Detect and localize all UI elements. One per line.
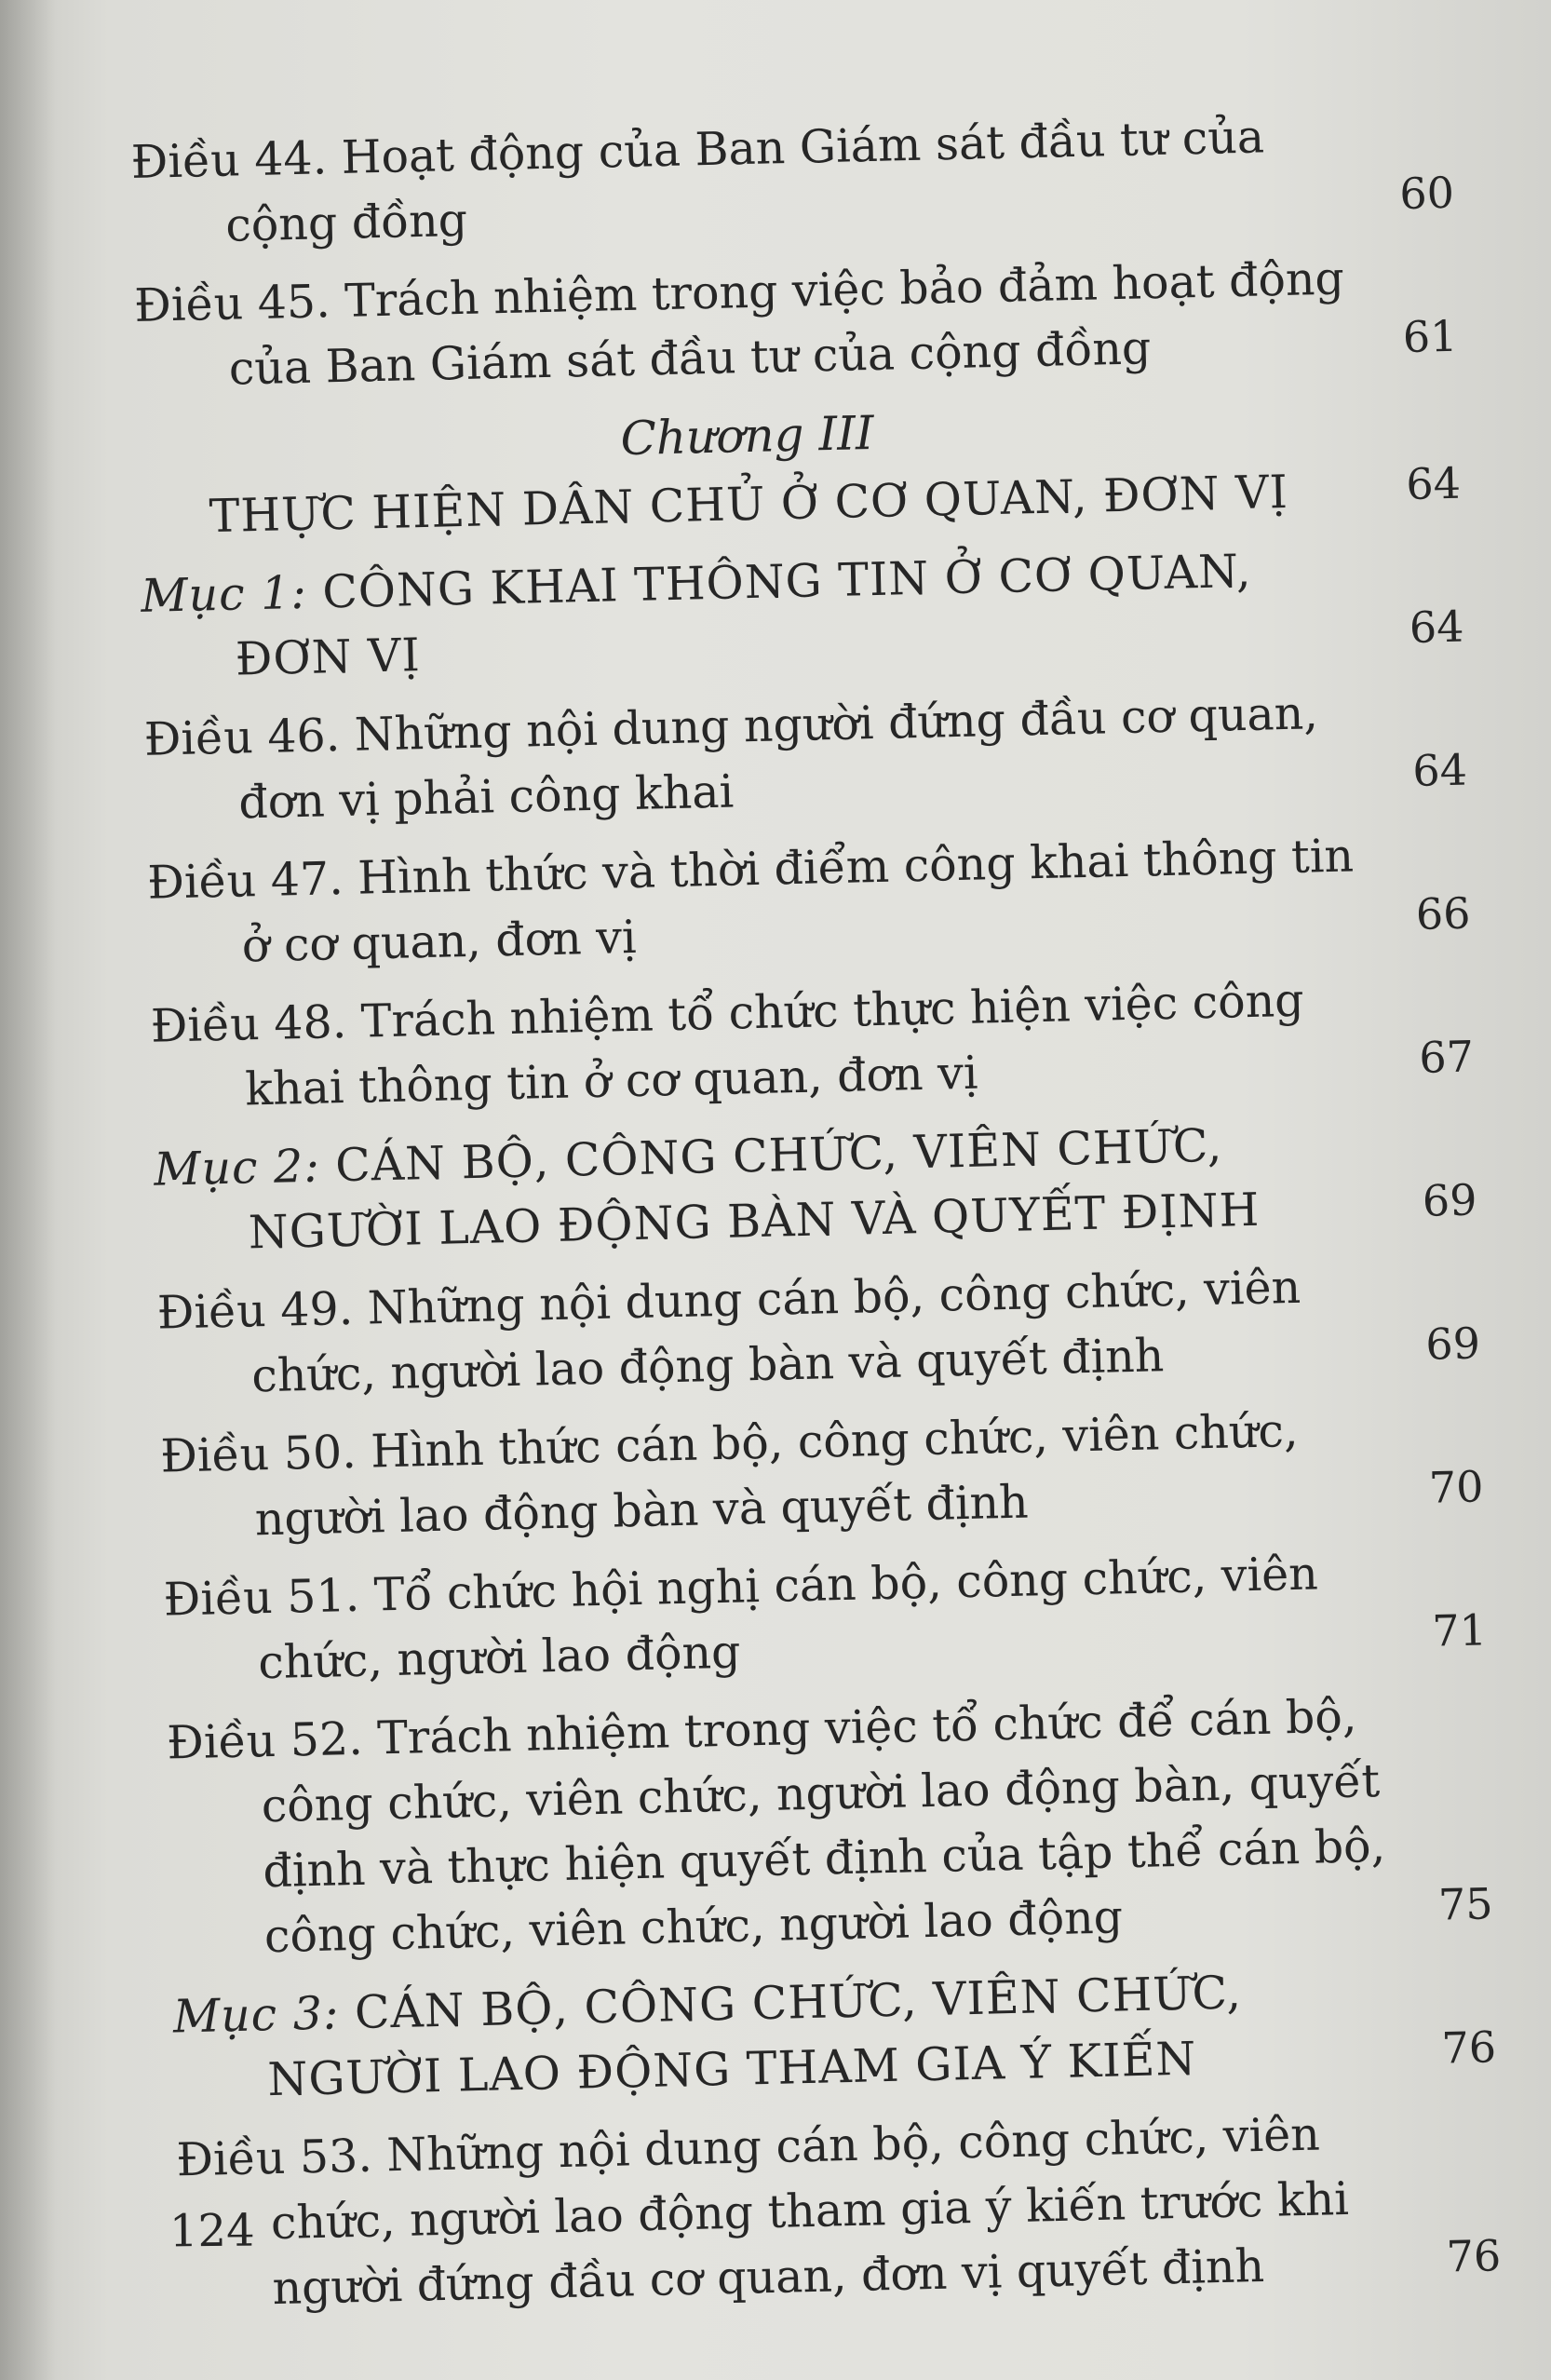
entry-line: Điều 50. Hình thức cán bộ, công chức, viên chức, bbox=[159, 1403, 1300, 1483]
page-number: 61 bbox=[1402, 310, 1458, 363]
entry-line: Điều 53. Những nội dung cán bộ, công chức, viên bbox=[175, 2107, 1321, 2187]
chapter-heading-line: THỰC HIỆN DÂN CHỦ Ở CƠ QUAN, ĐƠN VỊ bbox=[209, 465, 1289, 544]
chapter-title: Chương III bbox=[619, 405, 875, 467]
entry-line: chức, người lao động bbox=[257, 1625, 742, 1690]
section-heading-line: ĐƠN VỊ bbox=[235, 629, 422, 686]
entry-line: ở cơ quan, đơn vị bbox=[241, 910, 638, 973]
entry-line: công chức, viên chức, người lao động bàn, quyết bbox=[261, 1754, 1381, 1833]
toc-entry-dieu-50 bbox=[160, 1394, 1522, 1555]
section-prefix: Mục 3: bbox=[172, 1986, 341, 2044]
toc-section-muc-3 bbox=[172, 1954, 1534, 2115]
toc-entry-dieu-51 bbox=[163, 1536, 1525, 1697]
toc-entry-dieu-53 bbox=[176, 2097, 1539, 2323]
toc-entry-dieu-45 bbox=[133, 243, 1495, 404]
page-number: 64 bbox=[1405, 457, 1462, 509]
section-title: CÔNG KHAI THÔNG TIN Ở CƠ QUAN, bbox=[306, 544, 1252, 619]
entry-line: khai thông tin ở cơ quan, đơn vị bbox=[244, 1046, 979, 1116]
section-title: CÁN BỘ, CÔNG CHỨC, VIÊN CHỨC, bbox=[319, 1118, 1223, 1193]
page-number: 71 bbox=[1431, 1604, 1488, 1657]
page-number: 66 bbox=[1415, 887, 1472, 940]
entry-line: Điều 45. Trách nhiệm trong việc bảo đảm hoạt động bbox=[133, 251, 1345, 332]
page-number: 70 bbox=[1428, 1461, 1485, 1513]
section-heading-line: NGƯỜI LAO ĐỘNG THAM GIA Ý KIẾN bbox=[266, 2032, 1197, 2107]
page-number: 76 bbox=[1440, 2022, 1497, 2074]
entry-line: Điều 44. Hoạt động của Ban Giám sát đầu tư của bbox=[130, 110, 1265, 189]
table-of-contents bbox=[130, 100, 1539, 2337]
page-number: 76 bbox=[1446, 2230, 1502, 2282]
entry-line: Điều 52. Trách nhiệm trong việc tổ chức để cán bộ, bbox=[166, 1689, 1357, 1770]
entry-line: của Ban Giám sát đầu tư của cộng đồng bbox=[228, 321, 1152, 396]
section-prefix: Mục 1: bbox=[140, 565, 308, 623]
page-number: 64 bbox=[1409, 601, 1465, 653]
page-number: 69 bbox=[1424, 1318, 1481, 1370]
entry-line: định và thực hiện quyết định của tập thể cán bộ, bbox=[262, 1819, 1386, 1899]
section-title: CÁN BỘ, CÔNG CHỨC, VIÊN CHỨC, bbox=[338, 1966, 1243, 2040]
toc-entry-dieu-47 bbox=[147, 820, 1509, 981]
entry-line: người đứng đầu cơ quan, đơn vị quyết định bbox=[271, 2238, 1265, 2316]
entry-line: Điều 51. Tổ chức hội nghị cán bộ, công chức, viên bbox=[163, 1547, 1319, 1627]
toc-entry-dieu-49 bbox=[156, 1251, 1518, 1412]
entry-line: cộng đồng bbox=[224, 193, 468, 252]
toc-section-muc-1 bbox=[141, 534, 1503, 695]
section-heading-line: NGƯỜI LAO ĐỘNG BÀN VÀ QUYẾT ĐỊNH bbox=[248, 1183, 1261, 1260]
footer-page-number: 124 bbox=[169, 2204, 255, 2258]
toc-entry-dieu-44 bbox=[130, 100, 1492, 261]
entry-line: chức, người lao động bàn và quyết định bbox=[250, 1329, 1165, 1403]
page-number: 69 bbox=[1422, 1174, 1478, 1226]
entry-line: Điều 47. Hình thức và thời điểm công khai thông tin bbox=[146, 829, 1355, 910]
entry-line: Điều 48. Trách nhiệm tổ chức thực hiện việc công bbox=[150, 973, 1305, 1053]
entry-line: công chức, viên chức, người lao động bbox=[263, 1890, 1124, 1964]
page-number: 64 bbox=[1411, 744, 1468, 796]
entry-line: Điều 49. Những nội dung cán bộ, công chức, viên bbox=[156, 1260, 1301, 1340]
binding-shadow bbox=[0, 0, 56, 2380]
page-number: 60 bbox=[1398, 167, 1455, 220]
toc-entry-dieu-46 bbox=[143, 677, 1505, 838]
section-prefix: Mục 2: bbox=[153, 1139, 321, 1197]
entry-line: Điều 46. Những nội dung người đứng đầu cơ quan, bbox=[143, 686, 1319, 766]
page-number: 75 bbox=[1437, 1878, 1494, 1930]
toc-entry-dieu-52 bbox=[167, 1680, 1531, 1971]
entry-line: đơn vị phải công khai bbox=[237, 764, 735, 830]
page-number: 67 bbox=[1418, 1031, 1475, 1083]
entry-line: chức, người lao động tham gia ý kiến trước khi bbox=[270, 2171, 1350, 2251]
toc-entry-dieu-48 bbox=[150, 964, 1512, 1125]
entry-line: người lao động bàn và quyết định bbox=[254, 1475, 1030, 1547]
toc-section-muc-2 bbox=[154, 1107, 1516, 1268]
